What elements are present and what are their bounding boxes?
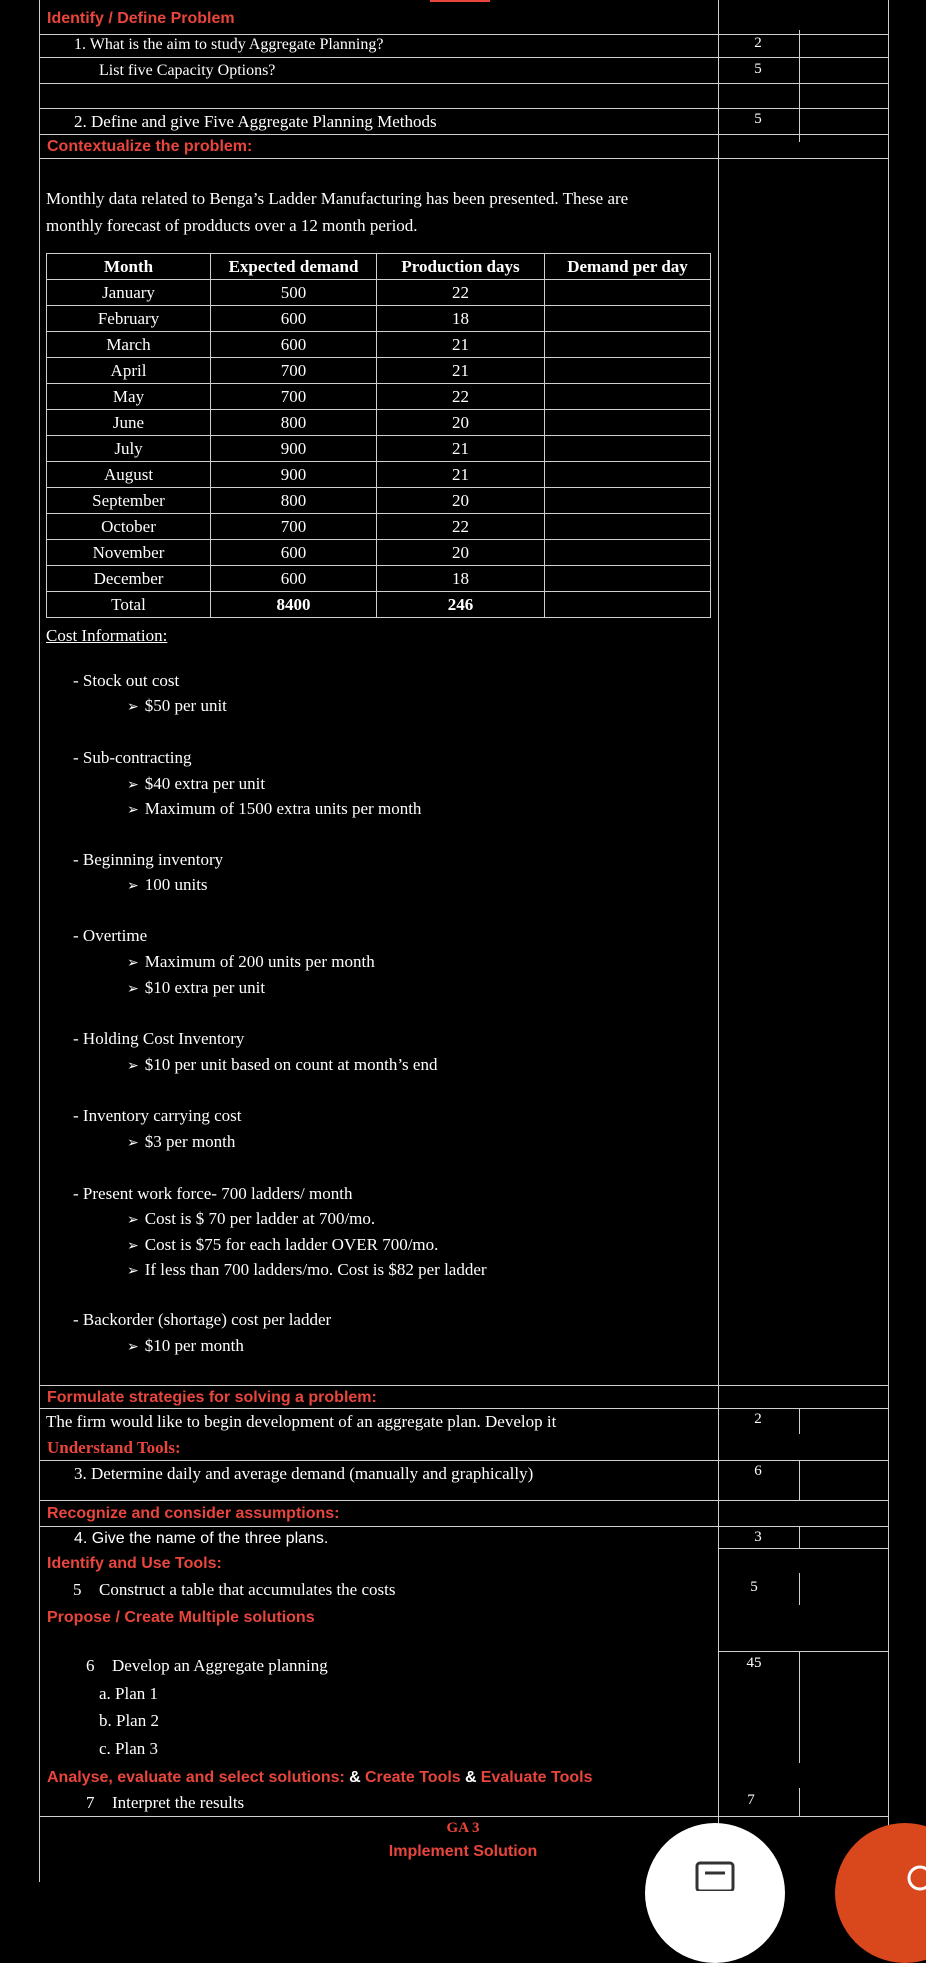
cell-month: February xyxy=(47,306,211,332)
cell-per-day xyxy=(545,566,711,592)
plan-c: c. Plan 3 xyxy=(99,1739,159,1758)
cost-carrying: - Inventory carrying cost xyxy=(73,1106,242,1125)
cell-month: March xyxy=(47,332,211,358)
section-understand-tools: Understand Tools: xyxy=(47,1438,181,1457)
mark-q1b: 5 xyxy=(754,61,762,77)
detail-text: $10 per month xyxy=(144,1336,244,1355)
table-row xyxy=(47,280,711,306)
right-border xyxy=(888,0,889,1882)
question-3: 3. Determine daily and average demand (manually and graphically) xyxy=(74,1464,534,1483)
intro-line-1: Monthly data related to Benga’s Ladder Manufacturing has been presented. These are xyxy=(46,189,629,208)
section-contextualize: Contextualize the problem: xyxy=(47,138,253,155)
table-header-row xyxy=(47,254,711,280)
cell-total-days: 246 xyxy=(377,592,545,618)
cost-subcontract-detail-2 xyxy=(127,799,421,819)
cost-overtime-detail-1 xyxy=(127,952,375,972)
cell-per-day xyxy=(545,384,711,410)
cell-per-day xyxy=(545,462,711,488)
mark-cell-border xyxy=(799,1460,800,1500)
cell-per-day xyxy=(545,410,711,436)
cell-month: July xyxy=(47,436,211,462)
detail-text: $10 extra per unit xyxy=(144,978,266,997)
row-divider xyxy=(39,1816,888,1817)
section-identify-define: Identify / Define Problem xyxy=(47,10,235,27)
cell-days: 18 xyxy=(377,566,545,592)
cell-per-day xyxy=(545,488,711,514)
cell-days: 22 xyxy=(377,514,545,540)
ga-label: GA 3 xyxy=(446,1820,480,1836)
question-5-number: 5 xyxy=(73,1580,82,1599)
detail-text: Cost is $75 for each ladder OVER 700/mo. xyxy=(144,1235,439,1254)
cost-workforce-detail-2 xyxy=(127,1235,438,1255)
analyse-label: Analyse, evaluate and select solutions: xyxy=(47,1769,345,1786)
chat-icon xyxy=(905,1863,926,1893)
mark-q3: 6 xyxy=(754,1463,762,1479)
arrow-bullet-icon: ➢ xyxy=(127,1340,139,1355)
demand-table xyxy=(46,253,711,618)
arrow-bullet-icon: ➢ xyxy=(127,879,139,894)
floating-action-button[interactable] xyxy=(645,1823,785,1963)
mark-cell-border xyxy=(799,1651,800,1763)
row-divider xyxy=(39,83,888,84)
cell-month: November xyxy=(47,540,211,566)
mark-q1: 2 xyxy=(754,35,762,51)
cell-demand: 600 xyxy=(211,332,377,358)
cell-per-day xyxy=(545,540,711,566)
question-6: Develop an Aggregate planning xyxy=(112,1656,328,1675)
cost-workforce-detail-3 xyxy=(127,1260,487,1280)
cost-overtime: - Overtime xyxy=(73,926,148,945)
arrow-bullet-icon: ➢ xyxy=(127,1213,139,1228)
mark-q7: 7 xyxy=(747,1792,755,1808)
cell-per-day xyxy=(545,332,711,358)
table-total-row xyxy=(47,592,711,618)
mark-cell-border xyxy=(799,1526,800,1548)
ampersand-1: & xyxy=(349,1769,361,1786)
create-tools-label: Create Tools xyxy=(364,1769,461,1786)
arrow-bullet-icon: ➢ xyxy=(127,1059,139,1074)
arrow-bullet-icon: ➢ xyxy=(127,700,139,715)
cell-days: 18 xyxy=(377,306,545,332)
table-row xyxy=(47,358,711,384)
cell-days: 21 xyxy=(377,358,545,384)
question-7-number: 7 xyxy=(86,1793,95,1812)
arrow-bullet-icon: ➢ xyxy=(127,1136,139,1151)
cell-demand: 700 xyxy=(211,384,377,410)
cost-backorder: - Backorder (shortage) cost per ladder xyxy=(73,1310,332,1329)
cell-total-per-day xyxy=(545,592,711,618)
table-row xyxy=(47,436,711,462)
cost-information-heading: Cost Information: xyxy=(46,626,168,645)
section-analyse xyxy=(47,1767,592,1787)
cell-month: April xyxy=(47,358,211,384)
arrow-bullet-icon: ➢ xyxy=(127,1264,139,1279)
document-icon xyxy=(695,1861,735,1891)
table-row xyxy=(47,332,711,358)
cell-per-day xyxy=(545,306,711,332)
detail-text: If less than 700 ladders/mo. Cost is $82 per ladder xyxy=(144,1260,487,1279)
cell-demand: 600 xyxy=(211,540,377,566)
cell-per-day xyxy=(545,514,711,540)
detail-text: Maximum of 200 units per month xyxy=(144,952,375,971)
section-identify-use-tools: Identify and Use Tools: xyxy=(47,1555,222,1572)
row-divider xyxy=(39,57,888,58)
cell-days: 21 xyxy=(377,332,545,358)
row-divider xyxy=(39,108,888,109)
cell-demand: 800 xyxy=(211,410,377,436)
cost-carrying-detail xyxy=(127,1132,235,1152)
arrow-bullet-icon: ➢ xyxy=(127,803,139,818)
question-5: Construct a table that accumulates the costs xyxy=(99,1580,396,1599)
cell-demand: 800 xyxy=(211,488,377,514)
cost-backorder-detail xyxy=(127,1336,244,1356)
plan-b: b. Plan 2 xyxy=(99,1711,159,1730)
table-row xyxy=(47,514,711,540)
table-row xyxy=(47,540,711,566)
section-propose-create: Propose / Create Multiple solutions xyxy=(47,1609,315,1626)
cell-demand: 600 xyxy=(211,306,377,332)
row-divider xyxy=(39,1408,888,1409)
row-divider xyxy=(718,1651,888,1652)
cell-days: 22 xyxy=(377,384,545,410)
arrow-bullet-icon: ➢ xyxy=(127,982,139,997)
cell-month: December xyxy=(47,566,211,592)
top-cut-header xyxy=(430,0,490,2)
cell-days: 20 xyxy=(377,410,545,436)
cost-subcontract: - Sub-contracting xyxy=(73,748,192,767)
header-demand-per-day: Demand per day xyxy=(545,254,711,280)
header-production-days: Production days xyxy=(377,254,545,280)
header-month: Month xyxy=(47,254,211,280)
arrow-bullet-icon: ➢ xyxy=(127,956,139,971)
marks-column-left-border xyxy=(718,0,719,1882)
cell-days: 21 xyxy=(377,462,545,488)
cell-demand: 500 xyxy=(211,280,377,306)
cell-days: 20 xyxy=(377,488,545,514)
table-row xyxy=(47,462,711,488)
cost-stockout: - Stock out cost xyxy=(73,671,180,690)
cell-per-day xyxy=(545,280,711,306)
mark-q2: 5 xyxy=(754,111,762,127)
cost-holding: - Holding Cost Inventory xyxy=(73,1029,245,1048)
cell-total-demand: 8400 xyxy=(211,592,377,618)
cell-total-label: Total xyxy=(47,592,211,618)
cell-per-day xyxy=(545,436,711,462)
question-2: 2. Define and give Five Aggregate Planning Methods xyxy=(74,112,437,131)
detail-text: $3 per month xyxy=(144,1132,236,1151)
mark-cell-border xyxy=(799,1788,800,1816)
cell-demand: 900 xyxy=(211,436,377,462)
detail-text: $10 per unit based on count at month’s end xyxy=(144,1055,438,1074)
table-row xyxy=(47,488,711,514)
cost-overtime-detail-2 xyxy=(127,978,265,998)
cost-stockout-detail xyxy=(127,696,227,716)
implement-solution-label: Implement Solution xyxy=(388,1843,538,1860)
cost-beginning: - Beginning inventory xyxy=(73,850,224,869)
intro-line-2: monthly forecast of prodducts over a 12 month period. xyxy=(46,216,418,235)
row-divider xyxy=(39,1460,888,1461)
marks-column-mid-border xyxy=(799,30,800,142)
table-row xyxy=(47,566,711,592)
detail-text: 100 units xyxy=(144,875,208,894)
cell-demand: 600 xyxy=(211,566,377,592)
row-divider xyxy=(718,1548,888,1549)
evaluate-tools-label: Evaluate Tools xyxy=(480,1769,593,1786)
plan-a: a. Plan 1 xyxy=(99,1684,159,1703)
left-border xyxy=(39,0,40,1882)
question-1b: List five Capacity Options? xyxy=(99,62,276,79)
cell-month: May xyxy=(47,384,211,410)
section-recognize-assumptions: Recognize and consider assumptions: xyxy=(47,1505,340,1522)
detail-text: Maximum of 1500 extra units per month xyxy=(144,799,422,818)
cost-subcontract-detail-1 xyxy=(127,774,265,794)
row-divider xyxy=(39,134,888,135)
cell-per-day xyxy=(545,358,711,384)
cell-month: January xyxy=(47,280,211,306)
row-divider xyxy=(39,158,888,159)
cost-holding-detail xyxy=(127,1055,437,1075)
row-divider xyxy=(39,1385,888,1386)
detail-text: Cost is $ 70 per ladder at 700/mo. xyxy=(144,1209,376,1228)
formulate-text: The firm would like to begin development of an aggregate plan. Develop it xyxy=(46,1412,557,1431)
cost-workforce: - Present work force- 700 ladders/ month xyxy=(73,1184,353,1203)
detail-text: $40 extra per unit xyxy=(144,774,266,793)
mark-formulate: 2 xyxy=(754,1411,762,1427)
question-1: 1. What is the aim to study Aggregate Planning? xyxy=(74,36,384,53)
row-divider xyxy=(39,1500,888,1501)
cell-demand: 900 xyxy=(211,462,377,488)
cell-days: 21 xyxy=(377,436,545,462)
question-6-number: 6 xyxy=(86,1656,95,1675)
cell-month: September xyxy=(47,488,211,514)
mark-q6: 45 xyxy=(746,1655,762,1671)
table-row xyxy=(47,306,711,332)
arrow-bullet-icon: ➢ xyxy=(127,1239,139,1254)
cell-demand: 700 xyxy=(211,514,377,540)
question-7: Interpret the results xyxy=(112,1793,245,1812)
cost-workforce-detail-1 xyxy=(127,1209,375,1229)
mark-q4: 3 xyxy=(754,1529,762,1545)
arrow-bullet-icon: ➢ xyxy=(127,778,139,793)
ampersand-2: & xyxy=(464,1769,477,1786)
cell-days: 22 xyxy=(377,280,545,306)
cell-days: 20 xyxy=(377,540,545,566)
section-formulate: Formulate strategies for solving a problem: xyxy=(47,1389,377,1406)
header-expected-demand: Expected demand xyxy=(211,254,377,280)
table-row xyxy=(47,384,711,410)
mark-cell-border xyxy=(799,1408,800,1434)
cell-demand: 700 xyxy=(211,358,377,384)
mark-q5: 5 xyxy=(750,1579,758,1595)
cell-month: October xyxy=(47,514,211,540)
detail-text: $50 per unit xyxy=(144,696,227,715)
table-row xyxy=(47,410,711,436)
cell-month: June xyxy=(47,410,211,436)
cell-month: August xyxy=(47,462,211,488)
cost-beginning-detail xyxy=(127,875,208,895)
mark-cell-border xyxy=(799,1573,800,1605)
question-4: 4. Give the name of the three plans. xyxy=(74,1530,329,1547)
row-divider xyxy=(39,1526,888,1527)
